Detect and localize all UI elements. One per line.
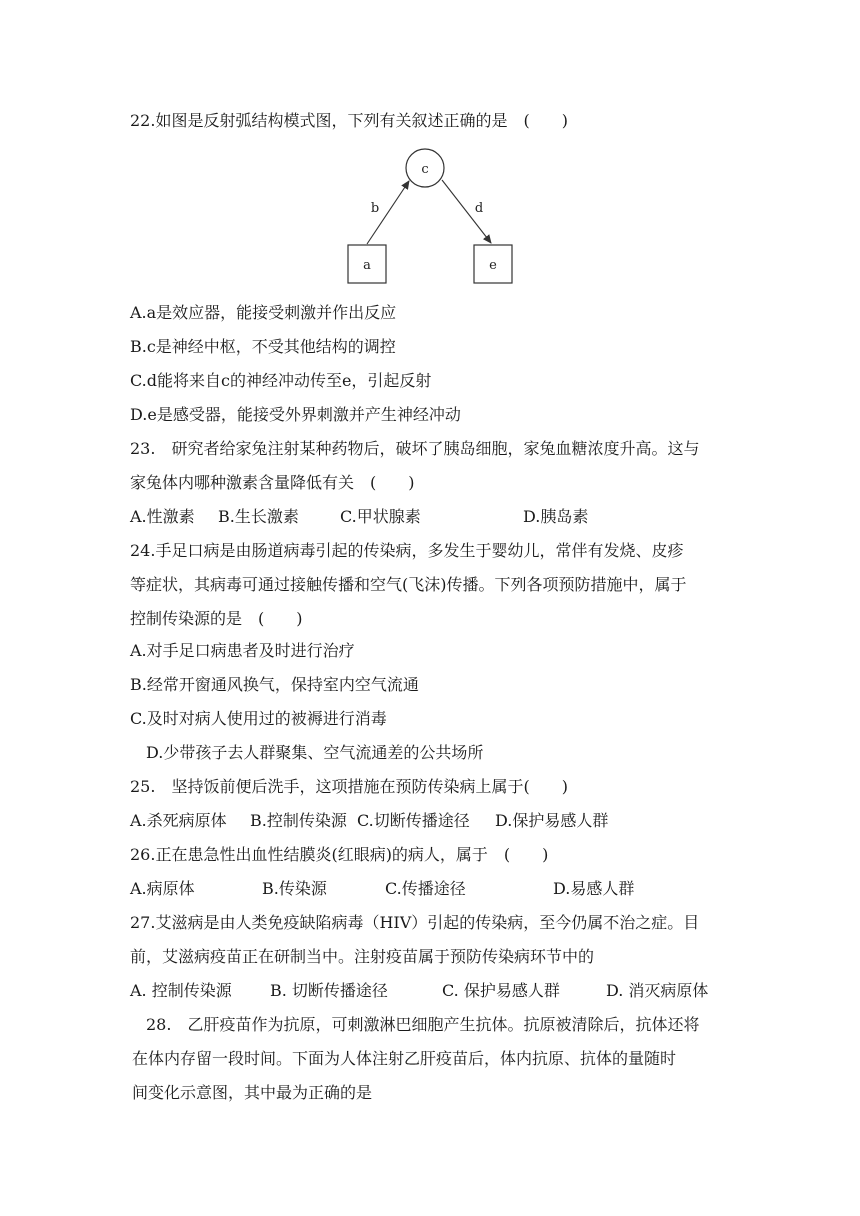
q27-option-b: B. 切断传播途径 xyxy=(270,981,388,1000)
q26-option-a: A.病原体 xyxy=(130,879,195,898)
q23-option-a: A.性激素 xyxy=(130,507,195,526)
q23-stem-line-1: 23. 研究者给家兔注射某种药物后，破坏了胰岛细胞，家兔血糖浓度升高。这与 xyxy=(130,439,700,458)
q23-stem-line-2: 家兔体内哪种激素含量降低有关 ( ) xyxy=(130,473,415,492)
q22-option-a: A.a是效应器，能接受刺激并作出反应 xyxy=(130,303,397,322)
q28-stem-line-3: 间变化示意图，其中最为正确的是 xyxy=(132,1083,373,1102)
label-e: e xyxy=(489,258,497,273)
q27-stem-line-2: 前，艾滋病疫苗正在研制当中。注射疫苗属于预防传染病环节中的 xyxy=(130,947,595,966)
q25-option-a: A.杀死病原体 xyxy=(130,811,227,830)
q25-stem: 25. 坚持饭前便后洗手，这项措施在预防传染病上属于( ) xyxy=(130,777,568,796)
q22-option-b: B.c是神经中枢，不受其他结构的调控 xyxy=(130,337,396,356)
q24-option-a: A.对手足口病患者及时进行治疗 xyxy=(130,641,355,660)
q28-stem-line-1: 28. 乙肝疫苗作为抗原，可刺激淋巴细胞产生抗体。抗原被清除后，抗体还将 xyxy=(146,1015,700,1034)
label-a: a xyxy=(363,258,371,273)
q24-option-b: B.经常开窗通风换气，保持室内空气流通 xyxy=(130,675,419,694)
q26-option-d: D.易感人群 xyxy=(553,879,635,898)
q23-option-d: D.胰岛素 xyxy=(523,507,589,526)
q24-stem-line-1: 24.手足口病是由肠道病毒引起的传染病，多发生于婴幼儿，常伴有发烧、皮疹 xyxy=(130,541,684,560)
label-c: c xyxy=(421,162,429,177)
q24-option-d: D.少带孩子去人群聚集、空气流通差的公共场所 xyxy=(146,743,484,762)
q22-stem: 22.如图是反射弧结构模式图，下列有关叙述正确的是 ( ) xyxy=(130,111,568,130)
q23-option-b: B.生长激素 xyxy=(218,507,299,526)
q24-stem-line-2: 等症状，其病毒可通过接触传播和空气(飞沫)传播。下列各项预防措施中，属于 xyxy=(130,575,687,594)
q25-option-b: B.控制传染源 xyxy=(250,811,347,830)
q28-stem-line-2: 在体内存留一段时间。下面为人体注射乙肝疫苗后，体内抗原、抗体的量随时 xyxy=(132,1049,677,1068)
q24-stem-line-3: 控制传染源的是 ( ) xyxy=(130,609,303,628)
q27-option-a: A. 控制传染源 xyxy=(130,981,232,1000)
q27-option-d: D. 消灭病原体 xyxy=(606,981,709,1000)
label-d: d xyxy=(474,201,484,216)
q25-option-c: C.切断传播途径 xyxy=(357,811,470,830)
reflex-arc-diagram xyxy=(0,0,860,300)
q22-option-d: D.e是感受器，能接受外界刺激并产生神经冲动 xyxy=(130,405,461,424)
q27-stem-line-1: 27.艾滋病是由人类免疫缺陷病毒（HIV）引起的传染病，至今仍属不治之症。目 xyxy=(130,913,700,932)
q25-option-d: D.保护易感人群 xyxy=(495,811,609,830)
q22-option-c: C.d能将来自c的神经冲动传至e，引起反射 xyxy=(130,371,432,390)
q27-option-c: C. 保护易感人群 xyxy=(442,981,560,1000)
arrow-d xyxy=(442,180,491,243)
q26-option-b: B.传染源 xyxy=(262,879,327,898)
q24-option-c: C.及时对病人使用过的被褥进行消毒 xyxy=(130,709,387,728)
label-b: b xyxy=(370,201,380,216)
q26-option-c: C.传播途径 xyxy=(385,879,466,898)
q23-option-c: C.甲状腺素 xyxy=(340,507,421,526)
q26-stem: 26.正在患急性出血性结膜炎(红眼病)的病人，属于 ( ) xyxy=(130,845,549,864)
